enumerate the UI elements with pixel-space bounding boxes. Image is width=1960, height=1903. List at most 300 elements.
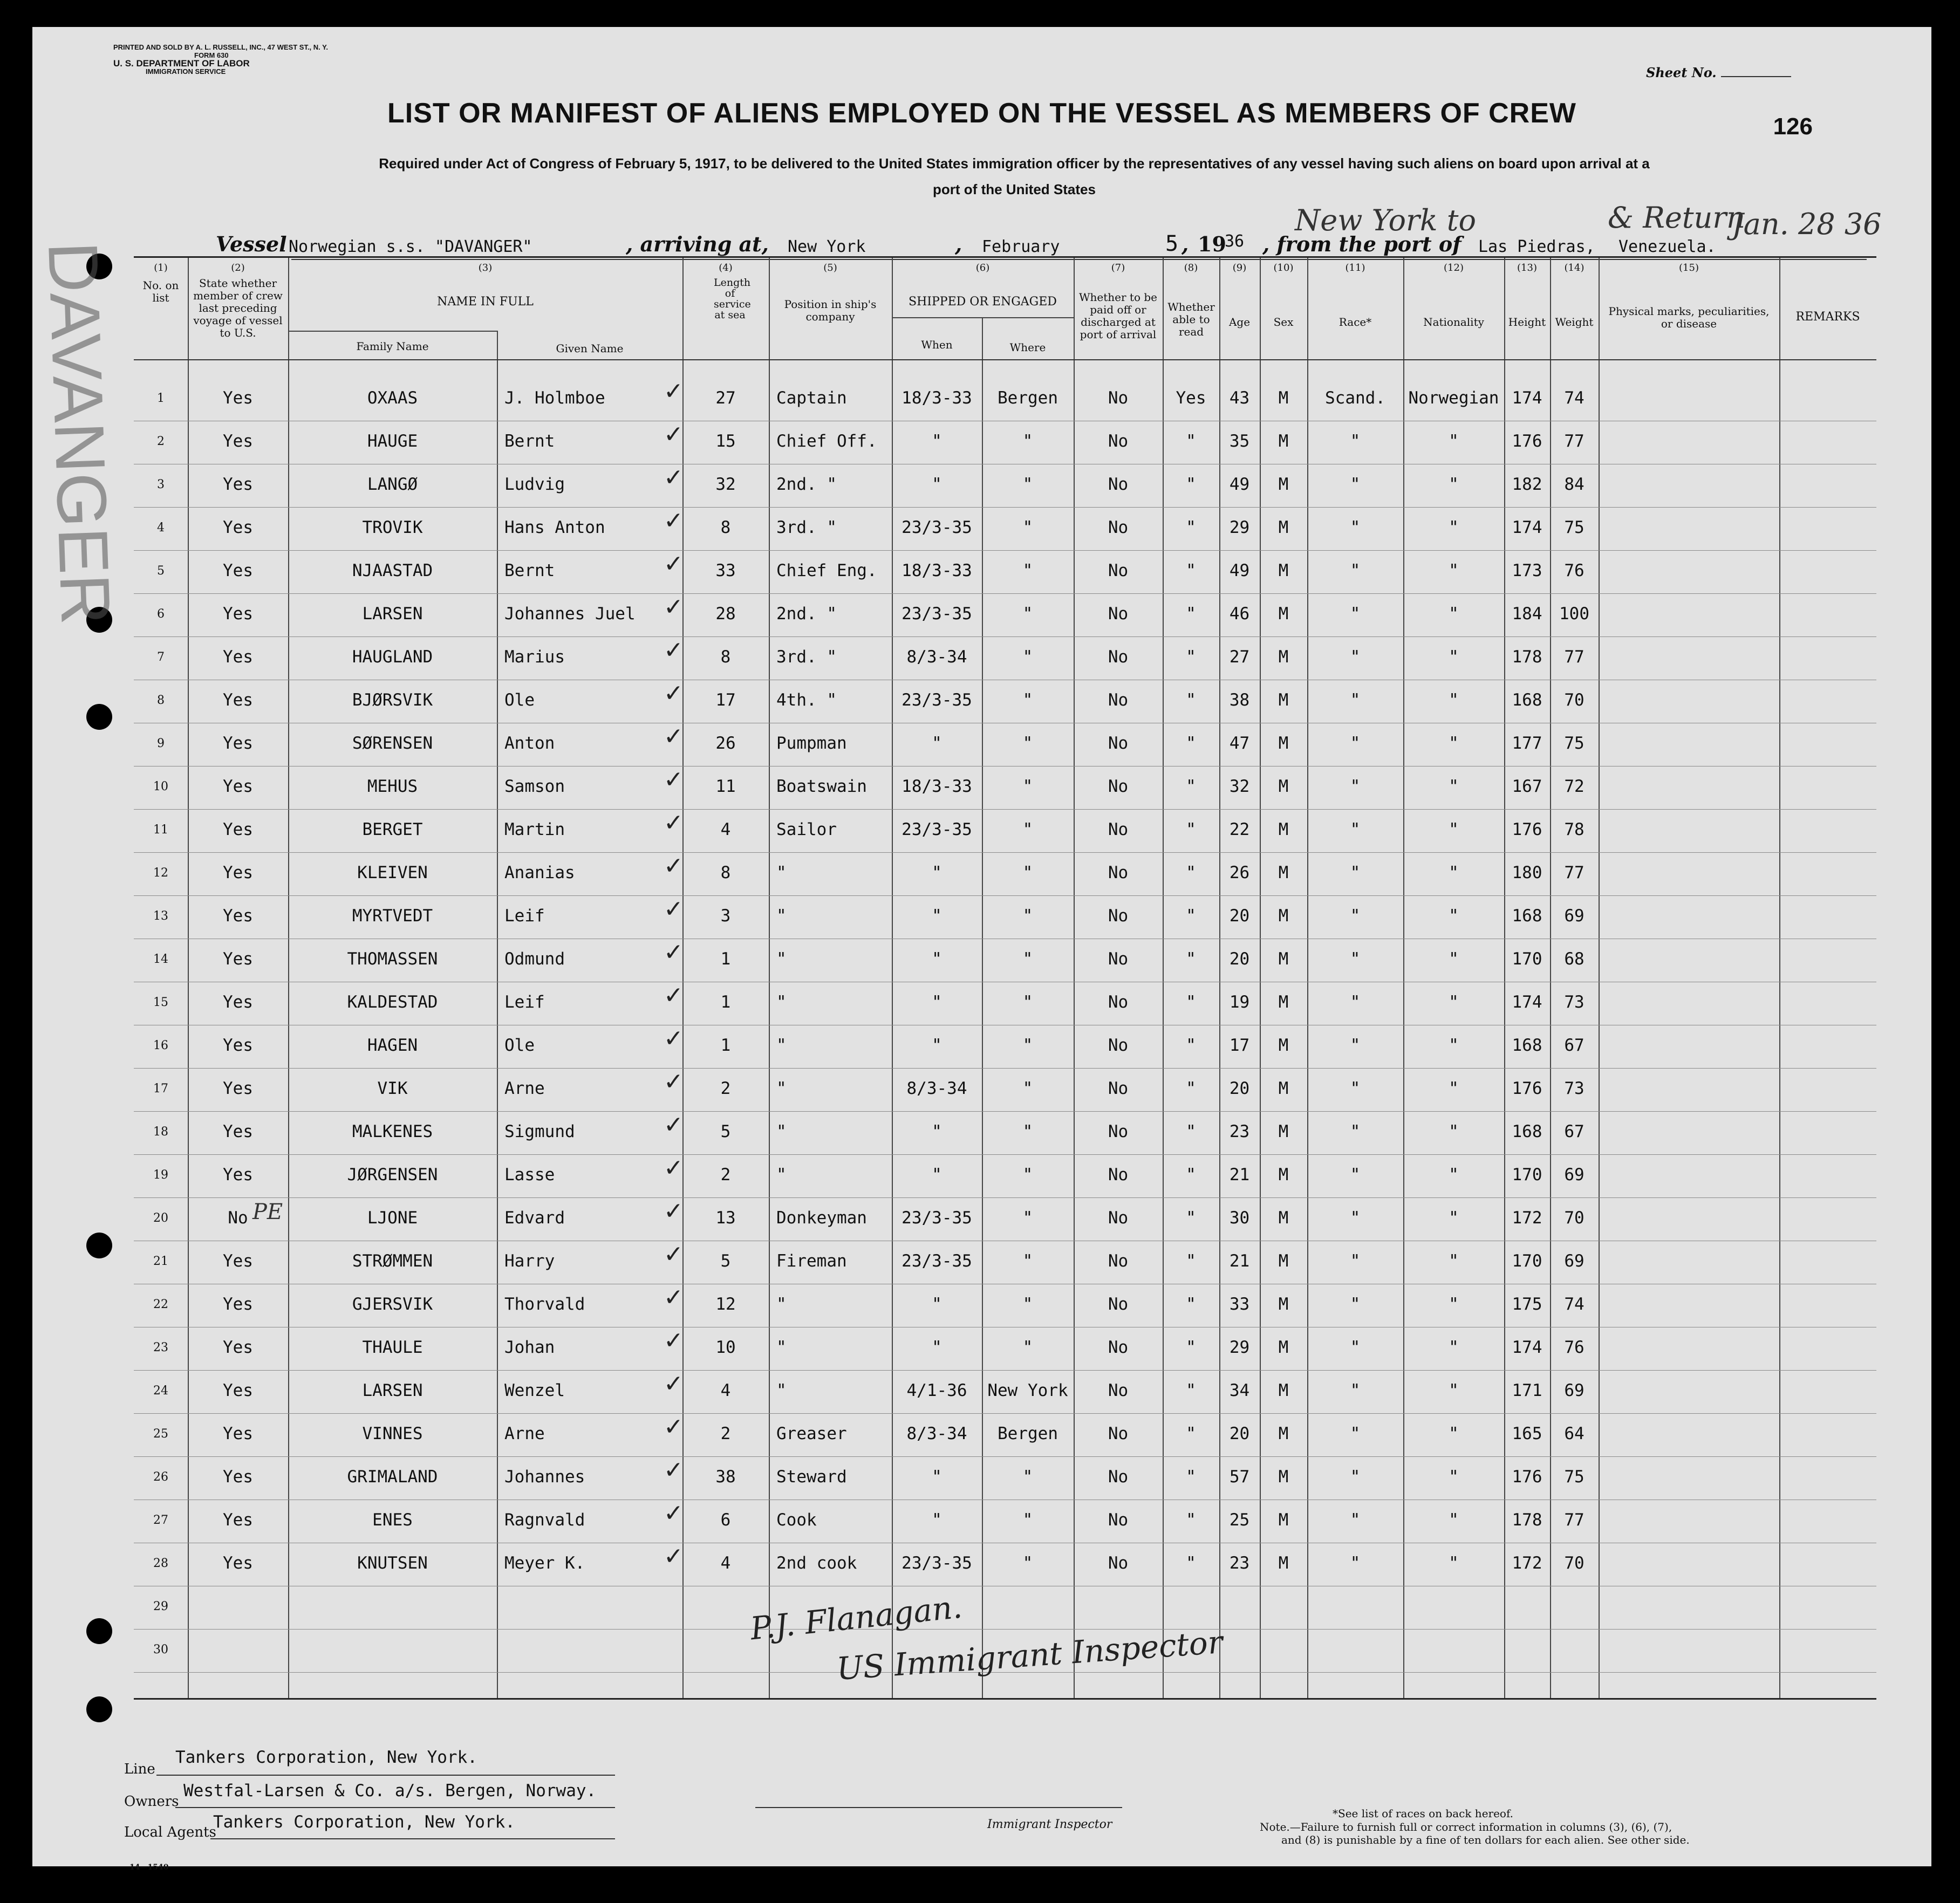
given-name-cell: Ludvig bbox=[504, 475, 565, 494]
service-years-cell: 26 bbox=[715, 734, 736, 753]
given-name-cell: Johan bbox=[504, 1338, 555, 1357]
sex-cell: M bbox=[1278, 1467, 1289, 1487]
row-rule bbox=[134, 593, 1876, 594]
row-number: 20 bbox=[153, 1211, 168, 1225]
vessel-line bbox=[216, 201, 1882, 262]
height-cell: 182 bbox=[1512, 475, 1542, 494]
col-3-number: (3) bbox=[478, 262, 493, 273]
service-years-cell: 5 bbox=[720, 1251, 731, 1271]
height-cell: 170 bbox=[1512, 949, 1542, 969]
shipped-where-cell: " bbox=[1022, 777, 1033, 796]
height-cell: 168 bbox=[1512, 906, 1542, 926]
position-cell: Captain bbox=[776, 388, 847, 408]
able-to-read-cell: " bbox=[1186, 863, 1196, 882]
position-cell: " bbox=[776, 1381, 787, 1400]
height-cell: 173 bbox=[1512, 561, 1542, 580]
race-cell: " bbox=[1350, 1338, 1361, 1357]
prev-voyage-cell: Yes bbox=[223, 1251, 253, 1271]
arrival-day: 5 bbox=[1165, 231, 1179, 256]
inspector-label: Immigrant Inspector bbox=[987, 1818, 1112, 1831]
col-header-weight: Weight bbox=[1555, 316, 1594, 328]
service-years-cell: 4 bbox=[720, 820, 731, 839]
nationality-cell: " bbox=[1449, 518, 1459, 537]
weight-cell: 67 bbox=[1564, 1122, 1585, 1141]
age-cell: 20 bbox=[1229, 949, 1250, 969]
vessel-name: Norwegian s.s. "DAVANGER" bbox=[289, 237, 532, 256]
shipped-where-cell: " bbox=[1022, 1079, 1033, 1098]
sex-cell: M bbox=[1278, 1381, 1289, 1400]
position-cell: Fireman bbox=[776, 1251, 847, 1271]
row-number: 17 bbox=[153, 1082, 168, 1096]
name-subheader-rule bbox=[288, 331, 497, 332]
prev-voyage-cell: Yes bbox=[223, 992, 253, 1012]
weight-cell: 100 bbox=[1559, 604, 1589, 624]
row-rule bbox=[134, 1629, 1876, 1630]
row-number: 23 bbox=[153, 1341, 168, 1354]
check-mark-icon: ✓ bbox=[664, 1413, 684, 1441]
check-mark-icon: ✓ bbox=[664, 1197, 684, 1225]
position-cell: Boatswain bbox=[776, 777, 867, 796]
nationality-cell: " bbox=[1449, 1467, 1459, 1487]
race-note: *See list of races on back hereof. bbox=[1333, 1807, 1514, 1820]
position-cell: Steward bbox=[776, 1467, 847, 1487]
paid-off-cell: No bbox=[1108, 561, 1129, 580]
row-rule bbox=[134, 1197, 1876, 1198]
shipped-when-cell: " bbox=[932, 432, 942, 451]
check-mark-icon: ✓ bbox=[664, 507, 684, 535]
height-cell: 168 bbox=[1512, 690, 1542, 710]
race-cell: " bbox=[1350, 1295, 1361, 1314]
height-cell: 174 bbox=[1512, 992, 1542, 1012]
shipped-when-cell: 23/3-35 bbox=[902, 604, 972, 624]
weight-cell: 70 bbox=[1564, 1208, 1585, 1228]
col-15-number: (15) bbox=[1679, 262, 1699, 273]
col-4-number: (4) bbox=[719, 262, 733, 273]
family-name-cell: STRØMMEN bbox=[352, 1251, 433, 1271]
owners-value: Westfal-Larsen & Co. a/s. Bergen, Norway. bbox=[183, 1781, 597, 1801]
penalty-note-2: and (8) is punishable by a fine of ten dollars for each alien. See other side. bbox=[1281, 1833, 1690, 1846]
race-cell: " bbox=[1350, 1208, 1361, 1228]
shipped-when-cell: 23/3-35 bbox=[902, 690, 972, 710]
service-years-cell: 13 bbox=[715, 1208, 736, 1228]
col-6-number: (6) bbox=[975, 262, 990, 273]
shipped-when-cell: " bbox=[932, 734, 942, 753]
col-2-number: (2) bbox=[231, 262, 245, 273]
sex-cell: M bbox=[1278, 820, 1289, 839]
check-mark-icon: ✓ bbox=[664, 1025, 684, 1052]
nationality-cell: " bbox=[1449, 1338, 1459, 1357]
service-years-cell: 6 bbox=[720, 1510, 731, 1530]
race-cell: " bbox=[1350, 1381, 1361, 1400]
row-number: 24 bbox=[153, 1384, 168, 1398]
paid-off-cell: No bbox=[1108, 906, 1129, 926]
column-divider bbox=[769, 258, 770, 1698]
row-number: 22 bbox=[153, 1298, 168, 1311]
weight-cell: 77 bbox=[1564, 863, 1585, 882]
weight-cell: 84 bbox=[1564, 475, 1585, 494]
family-name-cell: HAGEN bbox=[367, 1036, 418, 1055]
age-cell: 47 bbox=[1229, 734, 1250, 753]
shipped-where-cell: Bergen bbox=[998, 388, 1058, 408]
age-cell: 25 bbox=[1229, 1510, 1250, 1530]
able-to-read-cell: " bbox=[1186, 1165, 1196, 1185]
handwritten-date: Jan. 28 36 bbox=[1732, 207, 1882, 241]
check-mark-icon: ✓ bbox=[664, 723, 684, 750]
punch-hole bbox=[86, 1618, 112, 1644]
service-years-cell: 4 bbox=[720, 1553, 731, 1573]
check-mark-icon: ✓ bbox=[664, 1154, 684, 1182]
race-cell: " bbox=[1350, 561, 1361, 580]
service-years-cell: 32 bbox=[715, 475, 736, 494]
shipped-when-cell: 23/3-35 bbox=[902, 518, 972, 537]
punch-hole bbox=[86, 704, 112, 730]
family-name-cell: VINNES bbox=[362, 1424, 423, 1443]
line-underline bbox=[156, 1775, 615, 1776]
penalty-note-1: Note.—Failure to furnish full or correct information in columns (3), (6), (7), bbox=[1260, 1820, 1672, 1833]
position-cell: Chief Off. bbox=[776, 432, 877, 451]
col-header-when: When bbox=[921, 338, 953, 351]
check-mark-icon: ✓ bbox=[664, 1241, 684, 1268]
check-mark-icon: ✓ bbox=[664, 550, 684, 578]
shipped-where-cell: " bbox=[1022, 1553, 1033, 1573]
nationality-cell: " bbox=[1449, 1295, 1459, 1314]
family-name-cell: BJØRSVIK bbox=[352, 690, 433, 710]
paid-off-cell: No bbox=[1108, 1122, 1129, 1141]
race-cell: " bbox=[1350, 1165, 1361, 1185]
shipped-when-cell: " bbox=[932, 475, 942, 494]
family-name-cell: MEHUS bbox=[367, 777, 418, 796]
age-cell: 22 bbox=[1229, 820, 1250, 839]
given-name-cell: Sigmund bbox=[504, 1122, 575, 1141]
given-name-cell: Ananias bbox=[504, 863, 575, 882]
paid-off-cell: No bbox=[1108, 647, 1129, 667]
check-mark-icon: ✓ bbox=[664, 421, 684, 448]
inspector-signature-line bbox=[755, 1807, 1122, 1808]
able-to-read-cell: " bbox=[1186, 1251, 1196, 1271]
prev-voyage-cell: Yes bbox=[223, 1036, 253, 1055]
paid-off-cell: No bbox=[1108, 949, 1129, 969]
service-years-cell: 8 bbox=[720, 863, 731, 882]
age-cell: 43 bbox=[1229, 388, 1250, 408]
check-mark-icon: ✓ bbox=[664, 1284, 684, 1311]
race-cell: " bbox=[1350, 777, 1361, 796]
age-cell: 49 bbox=[1229, 561, 1250, 580]
service-years-cell: 1 bbox=[720, 992, 731, 1012]
printer-text: PRINTED AND SOLD BY A. L. RUSSELL, INC., 47 WEST ST., N. Y. bbox=[113, 43, 328, 51]
sex-cell: M bbox=[1278, 388, 1289, 408]
height-cell: 168 bbox=[1512, 1122, 1542, 1141]
col-header-remarks: REMARKS bbox=[1795, 310, 1860, 324]
able-to-read-cell: " bbox=[1186, 1467, 1196, 1487]
sex-cell: M bbox=[1278, 1338, 1289, 1357]
able-to-read-cell: " bbox=[1186, 1338, 1196, 1357]
col-12-number: (12) bbox=[1444, 262, 1464, 273]
form-code: 14—1540 bbox=[129, 1863, 169, 1872]
row-number: 30 bbox=[153, 1643, 168, 1656]
age-cell: 21 bbox=[1229, 1251, 1250, 1271]
race-cell: " bbox=[1350, 518, 1361, 537]
age-cell: 26 bbox=[1229, 863, 1250, 882]
paid-off-cell: No bbox=[1108, 1036, 1129, 1055]
column-divider bbox=[1779, 258, 1780, 1698]
given-name-cell: Leif bbox=[504, 906, 545, 926]
weight-cell: 69 bbox=[1564, 906, 1585, 926]
height-cell: 165 bbox=[1512, 1424, 1542, 1443]
weight-cell: 69 bbox=[1564, 1165, 1585, 1185]
able-to-read-cell: " bbox=[1186, 906, 1196, 926]
height-cell: 175 bbox=[1512, 1295, 1542, 1314]
sex-cell: M bbox=[1278, 518, 1289, 537]
row-number: 21 bbox=[153, 1255, 168, 1268]
service-years-cell: 4 bbox=[720, 1381, 731, 1400]
check-mark-icon: ✓ bbox=[664, 593, 684, 621]
given-name-cell: Harry bbox=[504, 1251, 555, 1271]
shipped-when-cell: 4/1-36 bbox=[906, 1381, 967, 1400]
punch-hole bbox=[86, 1233, 112, 1258]
shipped-where-cell: " bbox=[1022, 1036, 1033, 1055]
family-name-cell: KLEIVEN bbox=[357, 863, 428, 882]
race-cell: " bbox=[1350, 1467, 1361, 1487]
able-to-read-cell: " bbox=[1186, 1381, 1196, 1400]
position-cell: 2nd. " bbox=[776, 604, 837, 624]
race-cell: " bbox=[1350, 647, 1361, 667]
family-name-cell: LANGØ bbox=[367, 475, 418, 494]
weight-cell: 74 bbox=[1564, 1295, 1585, 1314]
given-name-cell: Edvard bbox=[504, 1208, 565, 1228]
height-cell: 178 bbox=[1512, 647, 1542, 667]
margin-stamp: DAVANGER bbox=[33, 240, 126, 626]
family-name-cell: KALDESTAD bbox=[347, 992, 438, 1012]
prev-voyage-cell: Yes bbox=[223, 518, 253, 537]
prev-voyage-cell: Yes bbox=[223, 1079, 253, 1098]
row-rule bbox=[134, 1154, 1876, 1155]
position-cell: Chief Eng. bbox=[776, 561, 877, 580]
position-cell: " bbox=[776, 1079, 787, 1098]
shipped-when-cell: 18/3-33 bbox=[902, 388, 972, 408]
col-7-number: (7) bbox=[1111, 262, 1125, 273]
service-years-cell: 17 bbox=[715, 690, 736, 710]
check-mark-icon: ✓ bbox=[664, 378, 684, 405]
col-header-prev-voyage: State whether member of crew last preceding voyage of vessel to U.S. bbox=[193, 277, 283, 339]
line-value: Tankers Corporation, New York. bbox=[175, 1748, 477, 1767]
shipped-where-cell: " bbox=[1022, 1251, 1033, 1271]
sex-cell: M bbox=[1278, 1510, 1289, 1530]
col-8-number: (8) bbox=[1184, 262, 1198, 273]
weight-cell: 77 bbox=[1564, 432, 1585, 451]
shipped-where-cell: " bbox=[1022, 1295, 1033, 1314]
paid-off-cell: No bbox=[1108, 604, 1129, 624]
position-cell: " bbox=[776, 1165, 787, 1185]
given-name-cell: Bernt bbox=[504, 561, 555, 580]
age-cell: 49 bbox=[1229, 475, 1250, 494]
paid-off-cell: No bbox=[1108, 1553, 1129, 1573]
shipped-where-cell: " bbox=[1022, 432, 1033, 451]
given-name-cell: Odmund bbox=[504, 949, 565, 969]
height-cell: 168 bbox=[1512, 1036, 1542, 1055]
given-name-cell: Ole bbox=[504, 1036, 535, 1055]
shipped-subheader-rule bbox=[892, 317, 1074, 318]
height-cell: 172 bbox=[1512, 1553, 1542, 1573]
shipped-where-cell: " bbox=[1022, 475, 1033, 494]
shipped-where-cell: " bbox=[1022, 734, 1033, 753]
nationality-cell: " bbox=[1449, 1165, 1459, 1185]
age-cell: 34 bbox=[1229, 1381, 1250, 1400]
given-name-cell: Arne bbox=[504, 1424, 545, 1443]
paid-off-cell: No bbox=[1108, 690, 1129, 710]
prev-voyage-cell: Yes bbox=[223, 1122, 253, 1141]
age-cell: 30 bbox=[1229, 1208, 1250, 1228]
row-number: 11 bbox=[153, 823, 168, 837]
service-name: IMMIGRATION SERVICE bbox=[146, 67, 226, 76]
row-number: 26 bbox=[153, 1470, 168, 1484]
paid-off-cell: No bbox=[1108, 1208, 1129, 1228]
subtitle-line-1: Required under Act of Congress of February 5, 1917, to be delivered to the United States immigration officer by the representatives of any vessel having such aliens on board upon arrival at a bbox=[379, 155, 1650, 172]
col-13-number: (13) bbox=[1517, 262, 1537, 273]
age-cell: 21 bbox=[1229, 1165, 1250, 1185]
row-rule bbox=[134, 1111, 1876, 1112]
paid-off-cell: No bbox=[1108, 518, 1129, 537]
age-cell: 46 bbox=[1229, 604, 1250, 624]
check-mark-icon: ✓ bbox=[664, 766, 684, 793]
shipped-where-cell: " bbox=[1022, 992, 1033, 1012]
comma: , bbox=[955, 232, 962, 256]
row-number: 8 bbox=[157, 694, 165, 707]
service-years-cell: 28 bbox=[715, 604, 736, 624]
shipped-where-cell: " bbox=[1022, 604, 1033, 624]
family-name-cell: NJAASTAD bbox=[352, 561, 433, 580]
sex-cell: M bbox=[1278, 1251, 1289, 1271]
inspector-title-handwritten: US Immigrant Inspector bbox=[835, 1624, 1224, 1687]
row-number: 1 bbox=[157, 392, 165, 405]
shipped-when-cell: 8/3-34 bbox=[906, 647, 967, 667]
header-bottom-rule bbox=[134, 359, 1876, 360]
position-cell: Cook bbox=[776, 1510, 817, 1530]
age-cell: 29 bbox=[1229, 518, 1250, 537]
service-years-cell: 33 bbox=[715, 561, 736, 580]
age-cell: 33 bbox=[1229, 1295, 1250, 1314]
check-mark-icon: ✓ bbox=[664, 636, 684, 664]
paid-off-cell: No bbox=[1108, 475, 1129, 494]
sex-cell: M bbox=[1278, 734, 1289, 753]
sex-cell: M bbox=[1278, 1036, 1289, 1055]
col-header-physical-marks: Physical marks, peculiarities, or disease bbox=[1608, 305, 1770, 330]
shipped-when-cell: 23/3-35 bbox=[902, 1553, 972, 1573]
nationality-cell: " bbox=[1449, 1553, 1459, 1573]
row-number: 2 bbox=[157, 435, 165, 448]
race-cell: " bbox=[1350, 1553, 1361, 1573]
col-header-given-name: Given Name bbox=[556, 342, 624, 355]
shipped-where-cell: " bbox=[1022, 1165, 1033, 1185]
race-cell: " bbox=[1350, 432, 1361, 451]
paid-off-cell: No bbox=[1108, 432, 1129, 451]
owners-underline bbox=[175, 1807, 615, 1808]
col-header-shipped: SHIPPED OR ENGAGED bbox=[909, 295, 1057, 309]
weight-cell: 69 bbox=[1564, 1381, 1585, 1400]
nationality-cell: " bbox=[1449, 432, 1459, 451]
sex-cell: M bbox=[1278, 1208, 1289, 1228]
able-to-read-cell: Yes bbox=[1176, 388, 1206, 408]
col-header-race: Race* bbox=[1338, 316, 1372, 328]
check-mark-icon: ✓ bbox=[664, 1456, 684, 1484]
service-years-cell: 3 bbox=[720, 906, 731, 926]
row-number: 27 bbox=[153, 1514, 168, 1527]
race-cell: " bbox=[1350, 690, 1361, 710]
row-number: 7 bbox=[157, 651, 165, 664]
weight-cell: 64 bbox=[1564, 1424, 1585, 1443]
given-name-cell: Johannes bbox=[504, 1467, 585, 1487]
weight-cell: 70 bbox=[1564, 1553, 1585, 1573]
col-5-number: (5) bbox=[823, 262, 837, 273]
sheet-label bbox=[1646, 65, 1791, 80]
given-name-cell: Marius bbox=[504, 647, 565, 667]
prev-voyage-cell: No bbox=[228, 1208, 248, 1228]
race-cell: " bbox=[1350, 604, 1361, 624]
able-to-read-cell: " bbox=[1186, 820, 1196, 839]
shipped-where-cell: " bbox=[1022, 820, 1033, 839]
check-mark-icon: ✓ bbox=[664, 1327, 684, 1354]
line-label: Line bbox=[124, 1761, 155, 1777]
paid-off-cell: No bbox=[1108, 1424, 1129, 1443]
paid-off-cell: No bbox=[1108, 1338, 1129, 1357]
nationality-cell: " bbox=[1449, 820, 1459, 839]
service-years-cell: 1 bbox=[720, 949, 731, 969]
sex-cell: M bbox=[1278, 1295, 1289, 1314]
race-cell: " bbox=[1350, 1424, 1361, 1443]
check-mark-icon: ✓ bbox=[664, 939, 684, 966]
shipped-when-cell: 8/3-34 bbox=[906, 1079, 967, 1098]
paid-off-cell: No bbox=[1108, 1510, 1129, 1530]
year-prefix: 19 bbox=[1198, 232, 1226, 256]
row-rule bbox=[134, 636, 1876, 637]
paid-off-cell: No bbox=[1108, 1381, 1129, 1400]
row-number: 5 bbox=[157, 564, 165, 578]
owners-label: Owners bbox=[124, 1794, 179, 1810]
prev-voyage-cell: Yes bbox=[223, 1510, 253, 1530]
able-to-read-cell: " bbox=[1186, 949, 1196, 969]
row-number: 19 bbox=[153, 1168, 168, 1182]
nationality-cell: " bbox=[1449, 1079, 1459, 1098]
row-rule bbox=[134, 1413, 1876, 1414]
shipped-when-cell: 23/3-35 bbox=[902, 1251, 972, 1271]
given-name-cell: Meyer K. bbox=[504, 1553, 585, 1573]
nationality-cell: " bbox=[1449, 734, 1459, 753]
position-cell: " bbox=[776, 1036, 787, 1055]
nationality-cell: " bbox=[1449, 561, 1459, 580]
paid-off-cell: No bbox=[1108, 1165, 1129, 1185]
race-cell: " bbox=[1350, 949, 1361, 969]
race-cell: " bbox=[1350, 1510, 1361, 1530]
height-cell: 171 bbox=[1512, 1381, 1542, 1400]
check-mark-icon: ✓ bbox=[664, 982, 684, 1009]
service-years-cell: 8 bbox=[720, 647, 731, 667]
nationality-cell: " bbox=[1449, 604, 1459, 624]
age-cell: 19 bbox=[1229, 992, 1250, 1012]
race-cell: " bbox=[1350, 1251, 1361, 1271]
race-cell: " bbox=[1350, 1079, 1361, 1098]
sex-cell: M bbox=[1278, 1553, 1289, 1573]
family-name-cell: GRIMALAND bbox=[347, 1467, 438, 1487]
prev-voyage-cell: Yes bbox=[223, 734, 253, 753]
position-cell: " bbox=[776, 863, 787, 882]
given-name-cell: Leif bbox=[504, 992, 545, 1012]
height-cell: 180 bbox=[1512, 863, 1542, 882]
position-cell: Pumpman bbox=[776, 734, 847, 753]
able-to-read-cell: " bbox=[1186, 690, 1196, 710]
comma: , bbox=[1182, 232, 1189, 256]
prev-voyage-cell: Yes bbox=[223, 1295, 253, 1314]
col-11-number: (11) bbox=[1345, 262, 1365, 273]
row-number: 6 bbox=[157, 607, 165, 621]
